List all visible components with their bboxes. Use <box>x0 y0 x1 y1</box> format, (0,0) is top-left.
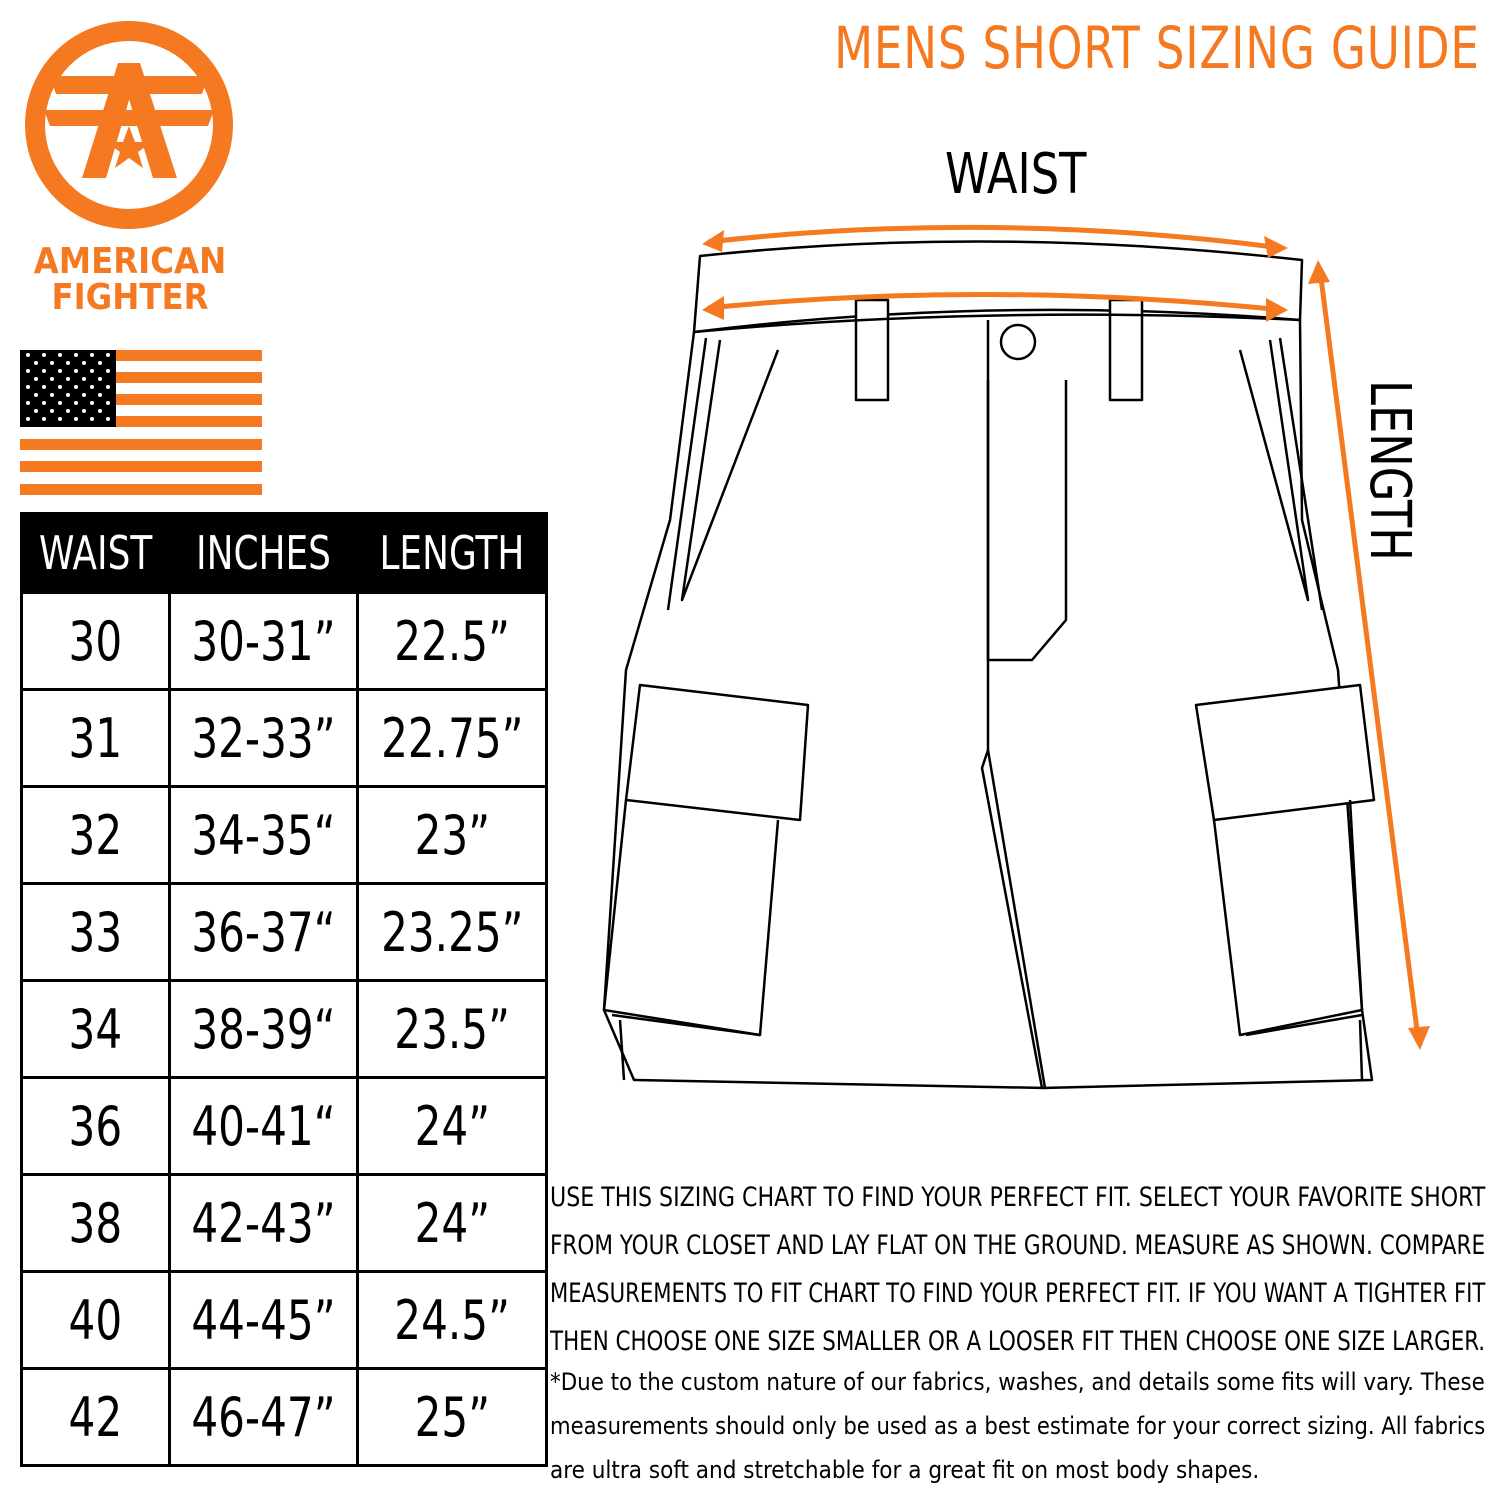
waist-cell: 40 <box>22 1272 170 1369</box>
american-fighter-logo <box>22 18 237 233</box>
waist-cell: 33 <box>22 884 170 981</box>
instruction-line: USE THIS SIZING CHART TO FIND YOUR PERFECT FIT. SELECT YOUR FAVORITE SHORT <box>550 1182 1486 1213</box>
page-title: MENS SHORT SIZING GUIDE <box>834 14 1480 82</box>
inches-cell: 46-47” <box>170 1369 358 1466</box>
length-label: LENGTH <box>1357 380 1422 561</box>
instruction-line: THEN CHOOSE ONE SIZE SMALLER OR A LOOSER FIT THEN CHOOSE ONE SIZE LARGER. <box>550 1326 1486 1357</box>
length-cell: 24” <box>358 1078 547 1175</box>
shorts-diagram <box>590 220 1440 1124</box>
column-header-waist: WAIST <box>22 514 170 593</box>
instruction-line: MEASUREMENTS TO FIT CHART TO FIND YOUR PERFECT FIT. IF YOU WANT A TIGHTER FIT <box>550 1278 1486 1309</box>
inches-cell: 42-43” <box>170 1175 358 1272</box>
sizing-instructions <box>550 1174 1485 1366</box>
inches-cell: 38-39“ <box>170 981 358 1078</box>
table-row <box>22 1175 547 1272</box>
waist-cell: 34 <box>22 981 170 1078</box>
table-row <box>22 593 547 690</box>
instruction-line: FROM YOUR CLOSET AND LAY FLAT ON THE GROUND. MEASURE AS SHOWN. COMPARE <box>550 1230 1486 1261</box>
length-cell: 23.5” <box>358 981 547 1078</box>
table-row <box>22 1078 547 1175</box>
inches-cell: 30-31” <box>170 593 358 690</box>
column-header-length: LENGTH <box>358 514 547 593</box>
waist-label: WAIST <box>945 142 1087 207</box>
inches-cell: 40-41“ <box>170 1078 358 1175</box>
brand-line2: FIGHTER <box>51 277 209 318</box>
waist-cell: 36 <box>22 1078 170 1175</box>
table-row <box>22 1369 547 1466</box>
inches-cell: 44-45” <box>170 1272 358 1369</box>
fit-disclaimer-note <box>550 1360 1485 1492</box>
column-header-inches: INCHES <box>170 514 358 593</box>
waist-cell: 30 <box>22 593 170 690</box>
inches-cell: 36-37“ <box>170 884 358 981</box>
inches-cell: 32-33” <box>170 690 358 787</box>
note-line: *Due to the custom nature of our fabrics, washes, and details some fits will vary. These <box>550 1368 1485 1396</box>
length-cell: 24.5” <box>358 1272 547 1369</box>
length-cell: 24” <box>358 1175 547 1272</box>
brand-name <box>20 241 240 318</box>
table-row <box>22 690 547 787</box>
table-row <box>22 981 547 1078</box>
length-cell: 23” <box>358 787 547 884</box>
american-flag-icon <box>20 350 262 499</box>
note-line: measurements should only be used as a best estimate for your correct sizing. All fabrics <box>550 1412 1486 1440</box>
length-cell: 22.75” <box>358 690 547 787</box>
length-cell: 25” <box>358 1369 547 1466</box>
inches-cell: 34-35“ <box>170 787 358 884</box>
waist-cell: 42 <box>22 1369 170 1466</box>
length-cell: 23.25” <box>358 884 547 981</box>
brand-line1: AMERICAN <box>33 241 227 282</box>
waist-cell: 38 <box>22 1175 170 1272</box>
note-line: are ultra soft and stretchable for a great fit on most body shapes. <box>550 1456 1260 1484</box>
length-cell: 22.5” <box>358 593 547 690</box>
size-chart-table <box>20 512 548 1467</box>
table-row <box>22 884 547 981</box>
table-row <box>22 1272 547 1369</box>
waist-cell: 31 <box>22 690 170 787</box>
table-header-row <box>22 514 547 593</box>
table-row <box>22 787 547 884</box>
waist-cell: 32 <box>22 787 170 884</box>
